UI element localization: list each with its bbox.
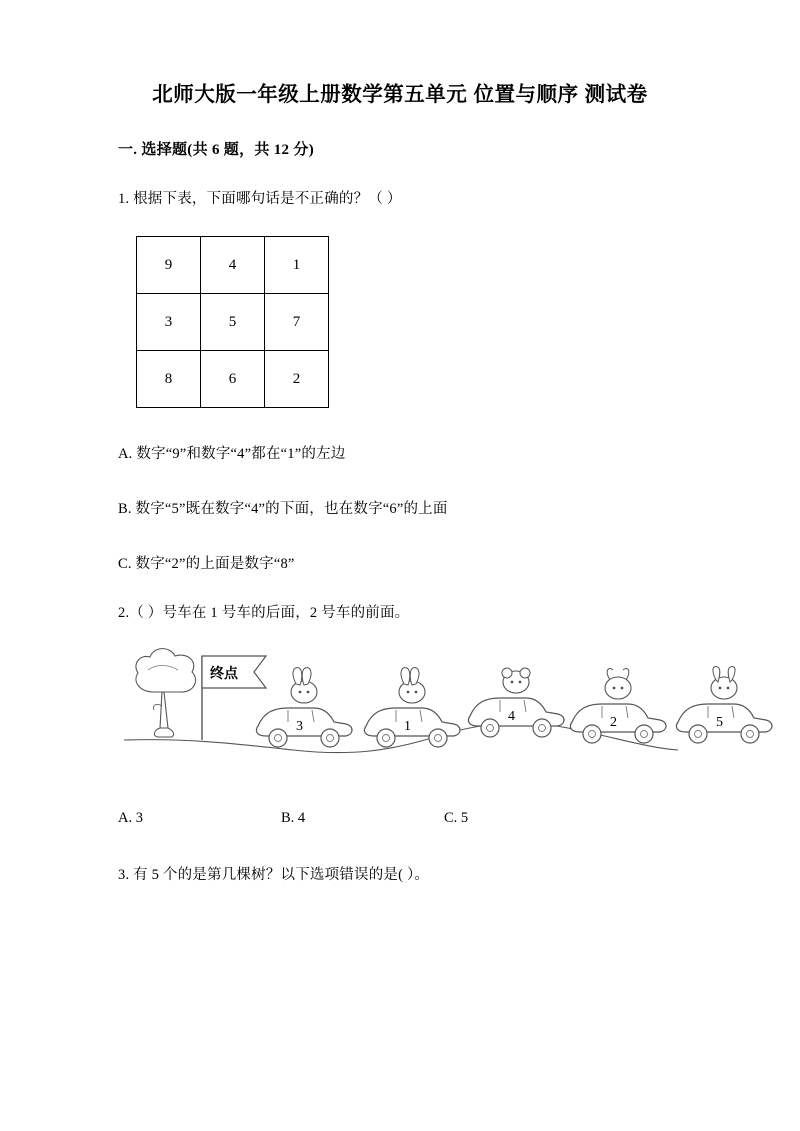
question-2-option-c: C. 5 — [444, 810, 469, 826]
question-1-option-b: B. 数字“5”既在数字“4”的下面，也在数字“6”的上面 — [118, 501, 448, 517]
grid-cell: 8 — [137, 351, 201, 408]
question-1-option-a: A. 数字“9”和数字“4”都在“1”的左边 — [118, 446, 346, 462]
question-2-options — [118, 810, 682, 827]
car-number: 2 — [610, 715, 617, 730]
question-2-text: 2.（ ）号车在 1 号车的后面，2 号车的前面。 — [118, 605, 410, 621]
tree-icon — [136, 649, 196, 737]
grid-cell: 2 — [265, 351, 329, 408]
section-heading: 一. 选择题(共 6 题，共 12 分) — [118, 142, 314, 158]
car-3 — [468, 668, 564, 737]
question-2-illustration — [118, 640, 723, 780]
grid-cell: 7 — [265, 294, 329, 351]
grid-cell: 3 — [137, 294, 201, 351]
question-1-text: 1. 根据下表，下面哪句话是不正确的？（ ） — [118, 191, 402, 207]
question-2-option-a: A. 3 — [118, 810, 143, 826]
grid-cell: 1 — [265, 237, 329, 294]
question-3-text: 3. 有 5 个的是第几棵树？以下选项错误的是( ）。 — [118, 867, 430, 883]
grid-cell: 5 — [201, 294, 265, 351]
car-4 — [570, 668, 666, 743]
table-row — [137, 294, 329, 351]
question-2-option-b: B. 4 — [281, 810, 306, 826]
car-number: 3 — [296, 719, 303, 734]
page-title: 北师大版一年级上册数学第五单元 位置与顺序 测试卷 — [152, 83, 648, 106]
table-row — [137, 237, 329, 294]
grid-cell: 4 — [201, 237, 265, 294]
car-number: 4 — [508, 709, 515, 724]
car-number: 1 — [404, 719, 411, 734]
car-5 — [676, 667, 772, 744]
grid-cell: 9 — [137, 237, 201, 294]
grid-cell: 6 — [201, 351, 265, 408]
car-1 — [256, 668, 352, 747]
car-2 — [364, 668, 460, 747]
number-grid — [136, 236, 682, 408]
flag-label: 终点 — [210, 665, 238, 681]
car-number: 5 — [716, 715, 723, 730]
table-row — [137, 351, 329, 408]
question-1-option-c: C. 数字“2”的上面是数字“8” — [118, 556, 295, 572]
